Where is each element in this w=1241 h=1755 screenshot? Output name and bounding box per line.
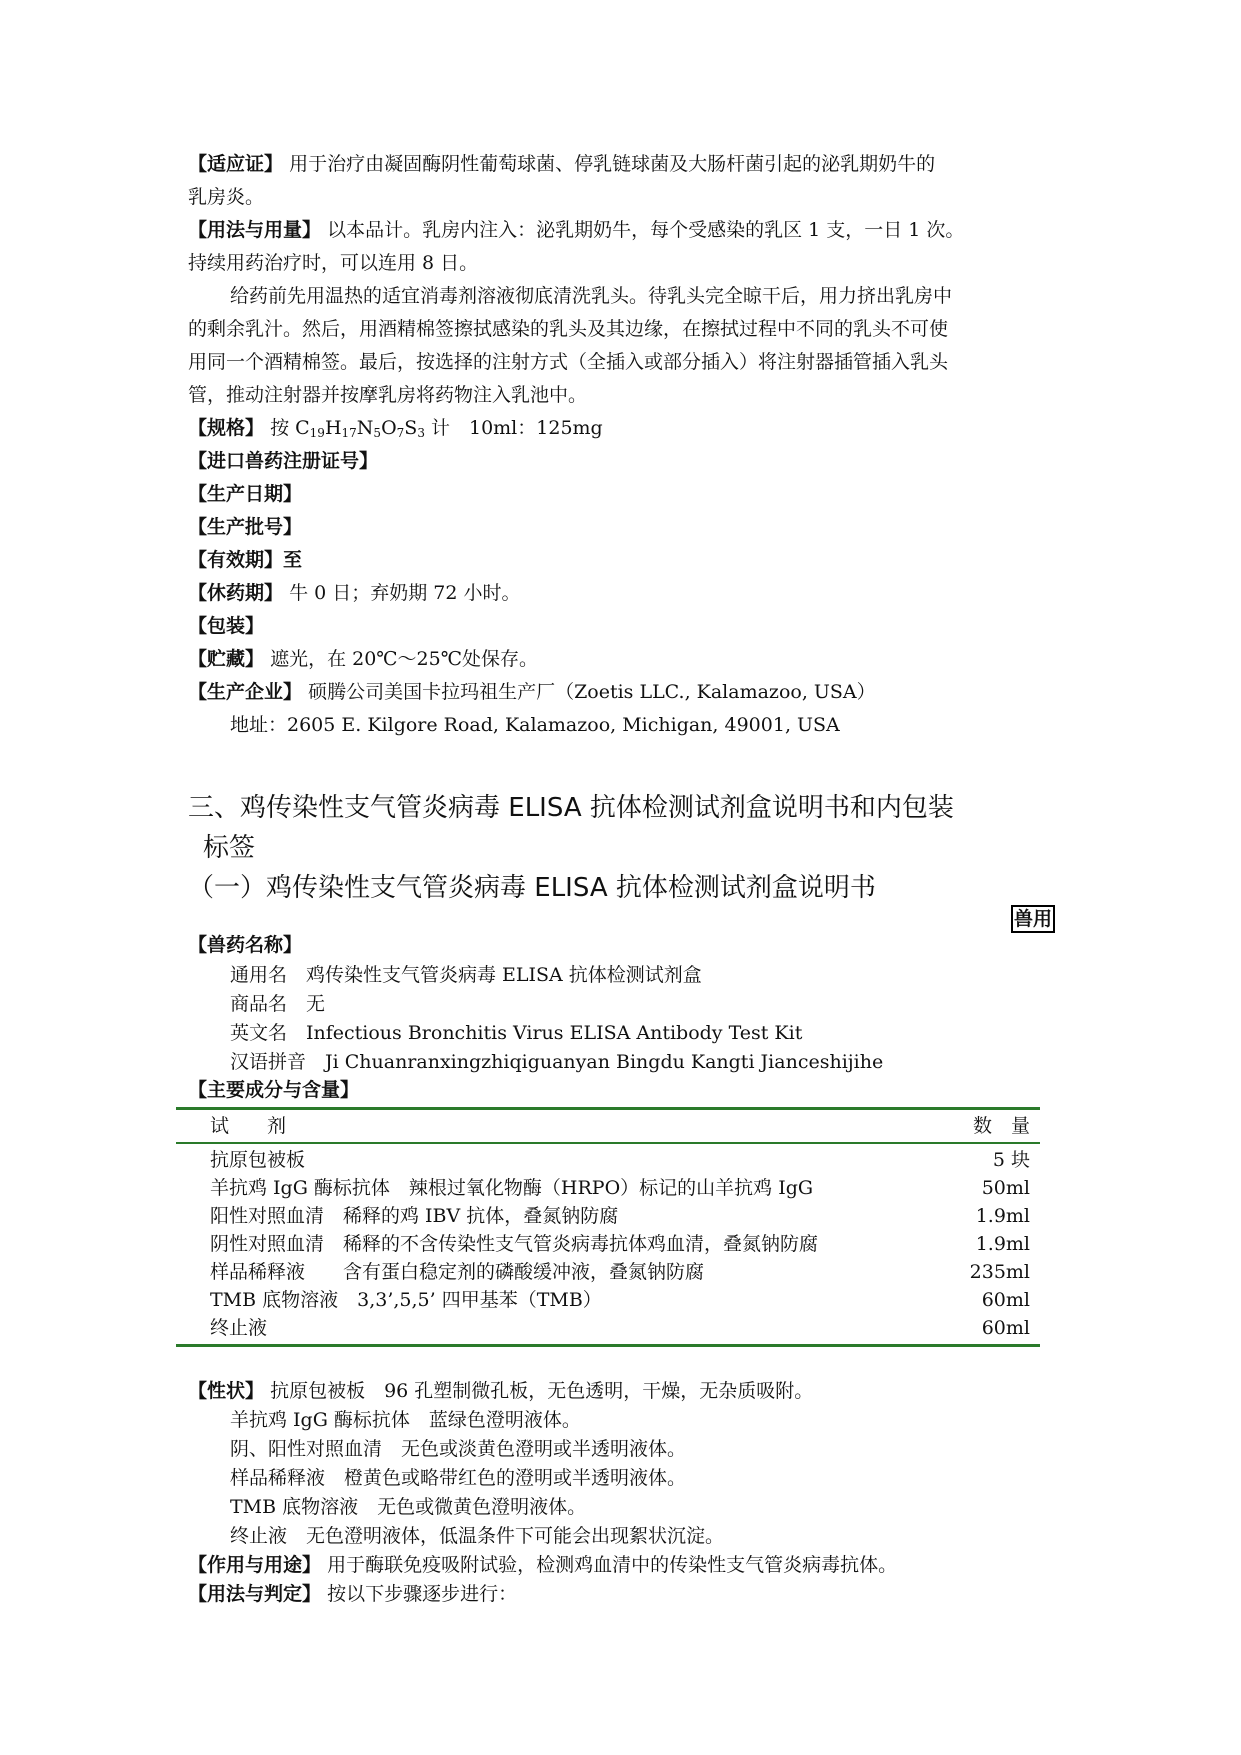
package-field: 【包装】 (188, 615, 265, 637)
admin-para-l3: 用同一个酒精棉签。最后，按选择的注射方式（全插入或部分插入）将注射器插管插入乳头 (188, 351, 949, 373)
dosage-tag: 【用法与用量】 (188, 219, 322, 241)
composition-tag: 【主要成分与含量】 (188, 1079, 360, 1101)
admin-para-l2: 的剩余乳汁。然后，用酒精棉签擦拭感染的乳头及其边缘，在擦拭过程中不同的乳头不可使 (188, 318, 949, 340)
dosage-cont: 持续用药治疗时，可以连用 8 日。 (188, 252, 479, 274)
drug-name-tag: 【兽药名称】 (188, 934, 303, 956)
maker-line (188, 676, 1058, 709)
method-line (188, 1578, 1058, 1611)
table-top-rule (176, 1107, 1040, 1110)
trade-name: 商品名 无 (230, 993, 326, 1015)
section-title-l1: 三、鸡传染性支气管炎病毒 ELISA 抗体检测试剂盒说明书和内包装 (188, 793, 954, 823)
section-subtitle: （一）鸡传染性支气管炎病毒 ELISA 抗体检测试剂盒说明书 (188, 873, 876, 903)
properties-l2: 羊抗鸡 IgG 酶标抗体 蓝绿色澄明液体。 (230, 1409, 581, 1431)
properties-l5: TMB 底物溶液 无色或微黄色澄明液体。 (230, 1496, 587, 1518)
withdrawal-text: 牛 0 日；弃奶期 72 小时。 (289, 582, 521, 604)
col-qty: 数 量 (972, 1115, 1030, 1137)
indications-tag: 【适应证】 (188, 153, 284, 175)
admin-para-l4: 管，推动注射器并按摩乳房将药物注入乳池中。 (188, 384, 588, 406)
usage-text: 用于酶联免疫吸附试验，检测鸡血清中的传染性支气管炎病毒抗体。 (327, 1554, 898, 1576)
indications-text: 用于治疗由凝固酶阴性葡萄球菌、停乳链球菌及大肠杆菌引起的泌乳期奶牛的 (289, 153, 936, 175)
admin-para-l1: 给药前先用温热的适宜消毒剂溶液彻底清洗乳头。待乳头完全晾干后，用力挤出乳房中 (230, 285, 953, 307)
properties-l1: 抗原包被板 96 孔塑制微孔板，无色透明，干燥，无杂质吸附。 (270, 1380, 814, 1402)
maker-tag: 【生产企业】 (188, 681, 303, 703)
table-header-rule (176, 1142, 1040, 1144)
dosage-line (188, 214, 1058, 247)
reg-no-field: 【进口兽药注册证号】 (188, 450, 379, 472)
method-text: 按以下步骤逐步进行： (327, 1583, 518, 1605)
withdrawal-tag: 【休药期】 (188, 582, 284, 604)
method-tag: 【用法与判定】 (188, 1583, 322, 1605)
spec-prefix: 按 (270, 417, 296, 439)
formula: $C_{19}H_{17}N_5O_7S_3$ (295, 417, 425, 440)
properties-l6: 终止液 无色澄明液体，低温条件下可能会出现絮状沉淀。 (230, 1525, 725, 1547)
spec-tag: 【规格】 (188, 417, 265, 439)
spec-suffix: 计 10ml：125mg (424, 417, 603, 439)
dosage-text: 以本品计。乳房内注入：泌乳期奶牛，每个受感染的乳区 1 支，一日 1 次。 (327, 219, 965, 241)
address-line: 地址：2605 E. Kilgore Road, Kalamazoo, Michigan, 49001, USA (230, 714, 840, 736)
veterinary-use-badge: 兽用 (1011, 905, 1055, 933)
generic-name: 通用名 鸡传染性支气管炎病毒 ELISA 抗体检测试剂盒 (230, 964, 702, 986)
indications-line (188, 148, 1058, 181)
table-bottom-rule (176, 1344, 1040, 1347)
section-title-l2: 标签 (203, 833, 256, 863)
storage-tag: 【贮藏】 (188, 648, 265, 670)
prod-date-field: 【生产日期】 (188, 483, 303, 505)
indications-cont: 乳房炎。 (188, 186, 265, 208)
english-name: 英文名 Infectious Bronchitis Virus ELISA Antibody Test Kit (230, 1022, 803, 1044)
col-reagent: 试 剂 (210, 1115, 287, 1137)
maker-text: 硕腾公司美国卡拉玛祖生产厂（Zoetis LLC., Kalamazoo, USA） (308, 681, 876, 703)
storage-text: 遮光，在 20℃～25℃处保存。 (270, 648, 538, 670)
usage-tag: 【作用与用途】 (188, 1554, 322, 1576)
pinyin-name: 汉语拼音 Ji Chuanranxingzhiqiguanyan Bingdu Kangti Jianceshijihe (230, 1051, 884, 1073)
properties-tag: 【性状】 (188, 1380, 265, 1402)
withdrawal-line (188, 577, 1058, 610)
expiry-field: 【有效期】至 (188, 549, 303, 571)
batch-field: 【生产批号】 (188, 516, 303, 538)
properties-l4: 样品稀释液 橙黄色或略带红色的澄明或半透明液体。 (230, 1467, 687, 1489)
document-page: 【适应证】 用于治疗由凝固酶阴性葡萄球菌、停乳链球菌及大肠杆菌引起的泌乳期奶牛的 乳房炎。 【用法与用量】 以本品计。乳房内注入：泌乳期奶牛，每个受感染的乳区 1 支，一日 1 次。 持续用药治疗时，可以连用 8 日。 给药前先用温热的适宜消毒剂溶液彻底清洗乳头。待乳头完全晾干后，用力挤出乳房中 的剩余乳汁。然后，用酒精棉签擦拭感染的乳头及其边缘，在擦拭过程中不同的乳头不可使 用同一个酒精棉签。最后，按选择的注射方式（全插入或部分插入）将注射器插管插入乳头 管，推动注射器并按摩乳房将药物注入乳池中。 【规格】 按 $C_{19}H_{17}N_5O_7S_3$ 计 10ml：125mg 【进口兽药注册证号】 【生产日期】 【生产批号】 【有效期】至 【休药期】 牛 0 日；弃奶期 72 小时。 【包装】 【贮藏】 遮光，在 20℃～25℃处保存。 【生产企业】 硕腾公司美国卡拉玛祖生产厂（Zoetis LLC., Kalamazoo, USA） 地址：2605 E. Kilgore Road, Kalamazoo, Michigan, 49001, USA 三、鸡传染性支气管炎病毒 ELISA 抗体检测试剂盒说明书和内包装 标签 （一）鸡传染性支气管炎病毒 ELISA 抗体检测试剂盒说明书 兽用 【兽药名称】 通用名 鸡传染性支气管炎病毒 ELISA 抗体检测试剂盒 商品名 无 英文名 Infectious Bronchitis Virus ELISA Antibody Test Kit 汉语拼音 Ji Chuanranxingzhiqiguanyan Bingdu Kangti Jianceshijihe 【主要成分与含量】 试 剂 数 量 抗原包被板 5 块 羊抗鸡 IgG 酶标抗体 辣根过氧化物酶（HRPO）标记的山羊抗鸡 IgG 50ml 阳性对照血清 稀释的鸡 IBV 抗体，叠氮钠防腐 1.9ml 阴性对照血清 稀释的不含传染性支气管炎病毒抗体鸡血清，叠氮钠防腐 1.9ml 样品稀释液 含有蛋白稳定剂的磷酸缓冲液，叠氮钠防腐 235ml TMB 底物溶液 3,3’,5,5’ 四甲基苯（TMB） 60ml 终止液 60ml 【性状】 抗原包被板 96 孔塑制微孔板，无色透明，干燥，无杂质吸附。 羊抗鸡 IgG 酶标抗体 蓝绿色澄明液体。 阴、阳性对照血清 无色或淡黄色澄明或半透明液体。 样品稀释液 橙黄色或略带红色的澄明或半透明液体。 TMB 底物溶液 无色或微黄色澄明液体。 终止液 无色澄明液体，低温条件下可能会出现絮状沉淀。 【作用与用途】 用于酶联免疫吸附试验，检测鸡血清中的传染性支气管炎病毒抗体。 【用法与判定】 按以下步骤逐步进行： (0, 0, 1241, 1755)
properties-l3: 阴、阳性对照血清 无色或淡黄色澄明或半透明液体。 (230, 1438, 687, 1460)
storage-line (188, 643, 1058, 676)
spec-line (188, 412, 1058, 445)
